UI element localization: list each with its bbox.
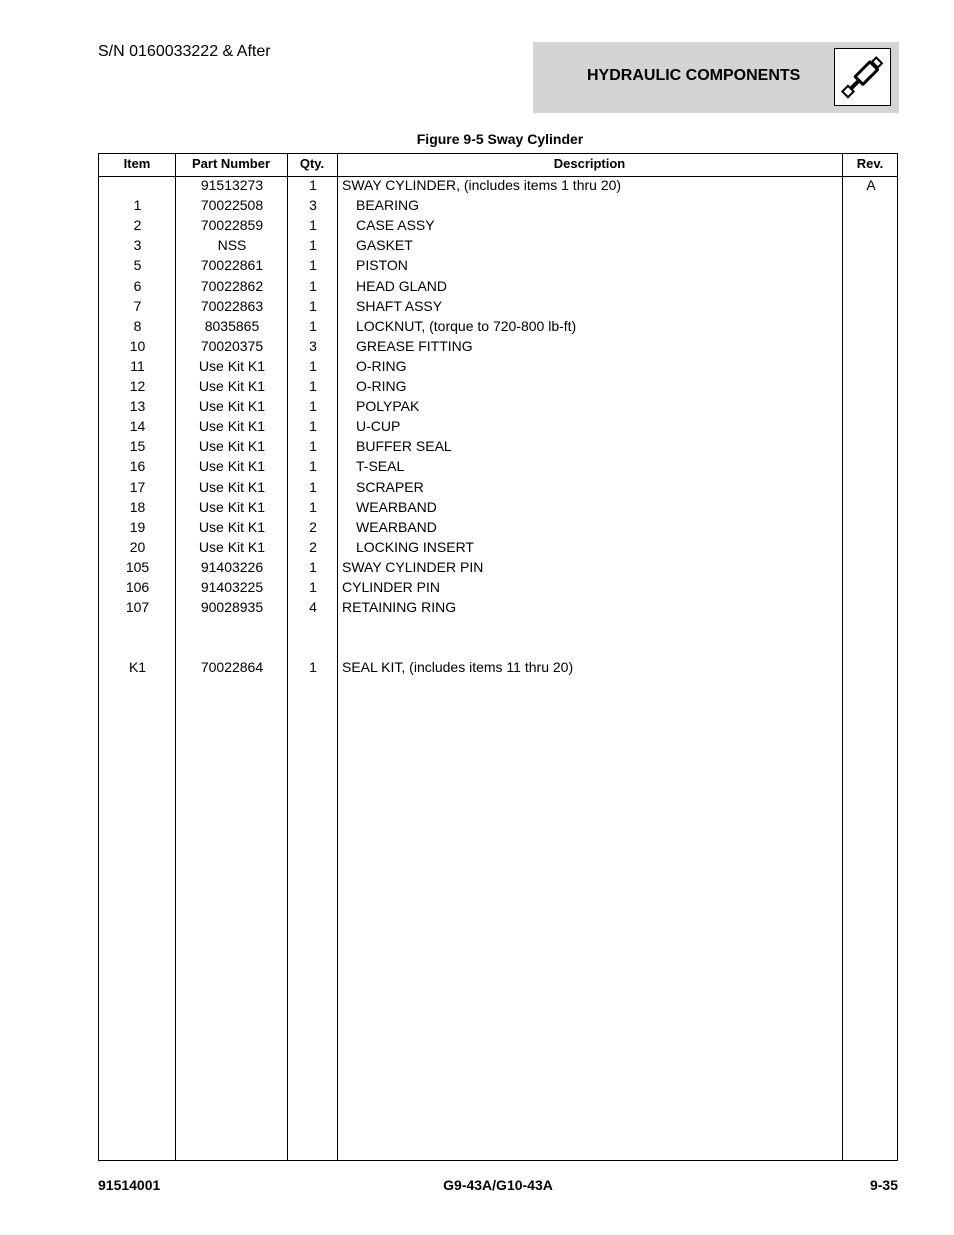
table-row xyxy=(99,657,897,677)
description-cell: U-CUP xyxy=(356,418,401,435)
qty-cell: 1 xyxy=(309,458,317,475)
part-number-cell: Use Kit K1 xyxy=(198,398,266,415)
qty-cell: 1 xyxy=(309,438,317,455)
table-row xyxy=(99,316,897,336)
part-number-cell: Use Kit K1 xyxy=(198,538,266,555)
item-cell: 19 xyxy=(129,518,146,535)
part-number-cell: 90028935 xyxy=(200,599,264,616)
description-cell: CASE ASSY xyxy=(356,217,435,234)
description-cell: SCRAPER xyxy=(356,478,424,495)
description-cell: GREASE FITTING xyxy=(356,337,473,354)
table-row xyxy=(99,557,897,577)
description-cell: BUFFER SEAL xyxy=(356,438,452,455)
item-cell: 15 xyxy=(129,438,146,455)
qty-cell: 1 xyxy=(309,498,317,515)
table-row xyxy=(99,396,897,416)
part-number-cell: 70022861 xyxy=(200,257,264,274)
table-row xyxy=(99,537,897,557)
part-number-cell: Use Kit K1 xyxy=(198,378,266,394)
qty-cell: 1 xyxy=(309,579,317,595)
table-row xyxy=(99,356,897,376)
table-row xyxy=(99,175,897,195)
column-header-item: Item xyxy=(123,156,151,171)
description-cell: T-SEAL xyxy=(356,458,405,475)
table-row xyxy=(99,416,897,436)
section-title: HYDRAULIC COMPONENTS xyxy=(587,67,801,84)
figure-title: Figure 9-5 Sway Cylinder xyxy=(416,131,584,147)
column-header-qty: Qty. xyxy=(299,156,325,171)
qty-cell: 1 xyxy=(309,277,317,294)
description-cell: GASKET xyxy=(356,237,413,254)
qty-cell: 3 xyxy=(309,337,317,354)
description-cell: BEARING xyxy=(356,197,420,214)
qty-cell: 1 xyxy=(309,177,317,193)
description-cell: RETAINING RING xyxy=(342,599,457,616)
item-cell: 11 xyxy=(130,357,145,374)
item-cell: 7 xyxy=(133,297,142,314)
part-number-cell: Use Kit K1 xyxy=(198,498,266,515)
item-cell: 105 xyxy=(125,558,150,575)
qty-cell: 1 xyxy=(309,217,317,234)
part-number-cell: 70022863 xyxy=(200,297,264,314)
column-header-description: Description xyxy=(553,156,626,171)
item-cell: 13 xyxy=(129,398,146,415)
hydraulic-cylinder-icon-graphic xyxy=(835,49,890,105)
description-cell: SWAY CYLINDER, (includes items 1 thru 20) xyxy=(342,177,622,193)
part-number-cell: 70022864 xyxy=(200,659,264,676)
description-cell: O-RING xyxy=(356,378,407,394)
rev-cell: A xyxy=(866,177,876,193)
section-header-box xyxy=(533,42,899,113)
description-cell: LOCKING INSERT xyxy=(356,538,474,555)
part-number-cell: 8035865 xyxy=(204,317,260,334)
item-cell: K1 xyxy=(128,659,147,676)
hydraulic-cylinder-icon xyxy=(834,48,891,106)
table-row xyxy=(99,497,897,517)
description-cell: CYLINDER PIN xyxy=(342,579,441,595)
description-cell: SHAFT ASSY xyxy=(356,297,443,314)
part-number-cell: Use Kit K1 xyxy=(198,458,266,475)
parts-table xyxy=(98,153,898,1161)
table-row xyxy=(99,477,897,497)
qty-cell: 3 xyxy=(309,197,317,214)
qty-cell: 2 xyxy=(309,518,317,535)
item-cell: 8 xyxy=(133,317,142,334)
part-number-cell: Use Kit K1 xyxy=(198,438,266,455)
table-row xyxy=(99,597,897,617)
description-cell: HEAD GLAND xyxy=(356,277,448,294)
table-row xyxy=(99,637,897,657)
table-row xyxy=(99,577,897,597)
part-number-cell: 91403225 xyxy=(200,579,264,595)
table-row xyxy=(99,296,897,316)
description-cell: O-RING xyxy=(356,357,407,374)
table-row xyxy=(99,276,897,296)
qty-cell: 1 xyxy=(309,317,317,334)
column-header-part-number: Part Number xyxy=(191,156,271,171)
description-cell: LOCKNUT, (torque to 720-800 lb-ft) xyxy=(356,317,577,334)
item-cell: 107 xyxy=(125,599,150,616)
table-row xyxy=(99,255,897,275)
description-cell: SWAY CYLINDER PIN xyxy=(342,558,484,575)
part-number-cell: 70022862 xyxy=(200,277,264,294)
part-number-cell: Use Kit K1 xyxy=(198,478,266,495)
table-row xyxy=(99,517,897,537)
part-number-cell: 91403226 xyxy=(200,558,264,575)
item-cell: 17 xyxy=(129,478,146,495)
item-cell: 16 xyxy=(129,458,146,475)
part-number-cell: 70022508 xyxy=(200,197,264,214)
footer-page-number: 9-35 xyxy=(869,1177,898,1193)
table-row xyxy=(99,235,897,255)
footer-model: G9-43A/G10-43A xyxy=(443,1177,553,1193)
item-cell: 14 xyxy=(129,418,146,435)
table-row xyxy=(99,436,897,456)
table-row xyxy=(99,617,897,637)
part-number-cell: Use Kit K1 xyxy=(198,518,266,535)
table-row xyxy=(99,195,897,215)
item-cell: 2 xyxy=(133,217,142,234)
part-number-cell: Use Kit K1 xyxy=(198,357,266,374)
qty-cell: 1 xyxy=(309,378,317,394)
item-cell: 18 xyxy=(129,498,146,515)
item-cell: 1 xyxy=(133,197,142,214)
part-number-cell: Use Kit K1 xyxy=(198,418,266,435)
qty-cell: 1 xyxy=(309,418,317,435)
description-cell: POLYPAK xyxy=(356,398,420,415)
qty-cell: 1 xyxy=(309,357,317,374)
table-row xyxy=(99,336,897,356)
qty-cell: 4 xyxy=(309,599,317,616)
description-cell: PISTON xyxy=(356,257,408,274)
qty-cell: 1 xyxy=(309,257,317,274)
qty-cell: 1 xyxy=(309,297,317,314)
qty-cell: 1 xyxy=(309,237,317,254)
item-cell: 10 xyxy=(129,337,146,354)
qty-cell: 1 xyxy=(309,478,317,495)
description-cell: WEARBAND xyxy=(356,518,437,535)
part-number-cell: 70020375 xyxy=(200,337,264,354)
part-number-cell: NSS xyxy=(217,237,247,254)
part-number-cell: 91513273 xyxy=(200,177,264,193)
qty-cell: 2 xyxy=(309,538,317,555)
footer-document-number: 91514001 xyxy=(98,1177,161,1193)
serial-number-range: S/N 0160033222 & After xyxy=(98,43,271,60)
table-row xyxy=(99,456,897,476)
description-cell: SEAL KIT, (includes items 11 thru 20) xyxy=(342,659,574,676)
item-cell: 20 xyxy=(129,538,146,555)
item-cell: 6 xyxy=(133,277,142,294)
item-cell: 3 xyxy=(133,237,142,254)
item-cell: 12 xyxy=(129,378,146,394)
description-cell: WEARBAND xyxy=(356,498,437,515)
table-row xyxy=(99,376,897,396)
qty-cell: 1 xyxy=(309,398,317,415)
item-cell: 106 xyxy=(125,579,150,595)
part-number-cell: 70022859 xyxy=(200,217,264,234)
column-header-rev: Rev. xyxy=(856,156,884,171)
qty-cell: 1 xyxy=(309,558,317,575)
qty-cell: 1 xyxy=(309,659,317,676)
item-cell: 5 xyxy=(133,257,142,274)
table-row xyxy=(99,215,897,235)
